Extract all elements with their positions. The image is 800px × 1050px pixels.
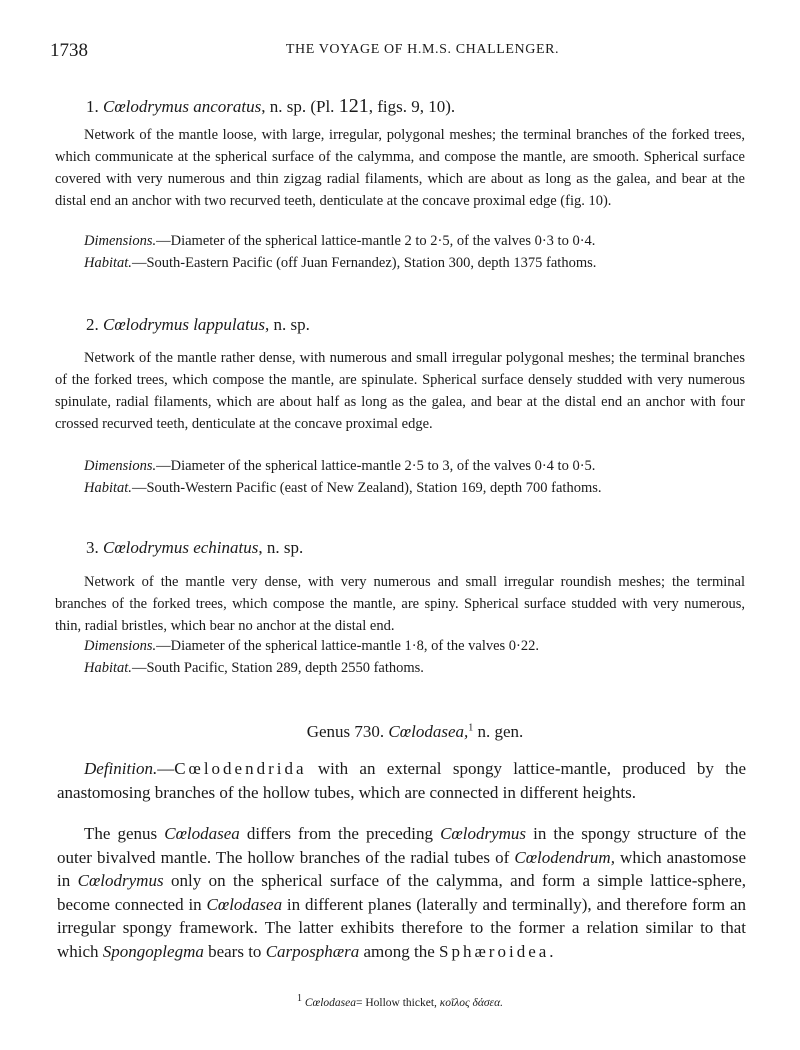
species-number: 2.	[86, 315, 99, 334]
text-run: which anastomose in	[57, 847, 747, 890]
group-name-spaced: Sphæroidea	[439, 941, 550, 961]
text-run: in different planes (laterally and terminally), and therefore form an irregular spongy framework. The latter exhibits therefore to the former a relation similar to that which	[57, 894, 746, 961]
text-run: differs from the preceding	[239, 824, 441, 843]
genus-name-italic: Cœlodasea	[164, 824, 240, 843]
definition-label: Definition.	[84, 759, 158, 778]
discussion-paragraph	[57, 822, 746, 963]
footnote-greek: κοῖλος δάσεα.	[439, 996, 503, 1009]
figure-reference: , figs. 9, 10).	[368, 97, 456, 116]
genus-name-italic: Cœlodasea	[206, 894, 283, 914]
dimensions-2	[84, 458, 595, 475]
dimensions-text: —Diameter of the spherical lattice-mantle 2·5 to 3, of the valves 0·4 to 0·5.	[156, 458, 596, 474]
species-suffix: , n. sp.	[265, 315, 310, 334]
dimensions-label: Dimensions.	[84, 458, 157, 474]
species-heading-1	[86, 95, 455, 118]
habitat-3	[84, 660, 424, 677]
habitat-text: —South-Eastern Pacific (off Juan Fernandez), Station 300, depth 1375 fathoms.	[131, 255, 597, 271]
species-heading-3	[86, 538, 303, 558]
page-header	[50, 40, 755, 64]
text-run: only on the spherical surface of the calymma, and form a simple lattice-sphere, become connected in	[57, 871, 746, 914]
genus-name-italic: Cœlodendrum,	[514, 847, 615, 867]
page-number: 1738	[50, 40, 88, 61]
footnote-text: = Hollow thicket,	[355, 996, 437, 1009]
habitat-label: Habitat.	[84, 660, 132, 676]
species-name: Cœlodrymus echinatus	[103, 538, 259, 557]
species-number: 3.	[86, 538, 99, 557]
definition-text: with an external spongy lattice-mantle, produced by the anastomosing branches of the hollow tubes, which are connected in different heights.	[57, 759, 746, 802]
dimensions-label: Dimensions.	[84, 638, 157, 654]
text-run: The genus	[84, 824, 165, 843]
running-title: THE VOYAGE OF H.M.S. CHALLENGER.	[285, 42, 560, 57]
habitat-text: —South Pacific, Station 289, depth 2550 fathoms.	[131, 660, 424, 676]
habitat-2	[84, 480, 602, 497]
genus-name-italic: Spongoplegma	[102, 941, 204, 961]
dimensions-1	[84, 233, 595, 250]
text-run: .	[549, 941, 554, 961]
species-suffix: , n. sp. (Pl.	[261, 97, 335, 116]
definition-paragraph	[57, 757, 746, 804]
species-description-1: Network of the mantle loose, with large, irregular, polygonal meshes; the terminal branches of the forked trees, which communicate at the spherical surface of the calymma, and compose the mantle, are smooth. Spherical surface covered with very numerous and thin zigzag radial filaments, which are about as long as the galea, and bear at the distal end an anchor with two recurved teeth, denticulate at the concave proximal edge (fig. 10).	[55, 127, 745, 209]
genus-name: Cœlodasea,	[388, 722, 469, 741]
footnote-marker: 1	[468, 722, 474, 734]
species-name: Cœlodrymus ancoratus	[103, 97, 262, 116]
habitat-1	[84, 255, 596, 272]
dimensions-text: —Diameter of the spherical lattice-mantle 2 to 2·5, of the valves 0·3 to 0·4.	[156, 233, 596, 249]
habitat-text: —South-Western Pacific (east of New Zealand), Station 169, depth 700 fathoms.	[131, 480, 602, 496]
species-number: 1.	[86, 97, 99, 116]
footnote-term: Cœlodasea	[304, 996, 356, 1009]
genus-prefix: Genus 730.	[306, 722, 385, 741]
habitat-label: Habitat.	[84, 480, 132, 496]
definition-group: Cœlodendrida	[174, 759, 307, 778]
footnote	[0, 993, 800, 1009]
species-heading-2	[86, 315, 310, 335]
text-run: among the	[359, 941, 440, 961]
dimensions-text: —Diameter of the spherical lattice-mantle 1·8, of the valves 0·22.	[156, 638, 540, 654]
genus-name-italic: Cœlodrymus	[440, 824, 527, 843]
species-description-2: Network of the mantle rather dense, with numerous and small irregular polygonal meshes; the terminal branches of the forked trees, which compose the mantle, are spinulate. Spherical surface densely studded with very numerous spinulate, radial filaments, which are about half as long as the galea, and bear at the distal end an anchor with four crossed recurved teeth, denticulate at the concave proximal edge.	[55, 350, 745, 432]
definition-dash: —	[157, 759, 175, 778]
plate-number: 121	[338, 95, 369, 117]
footnote-mark: 1	[296, 993, 302, 1004]
genus-heading	[0, 722, 800, 742]
genus-suffix: n. gen.	[477, 722, 524, 741]
text-run: in the spongy structure of the outer bivalved mantle. The hollow branches of the radial tubes of	[57, 824, 746, 867]
species-description-3: Network of the mantle very dense, with very numerous and small irregular roundish meshes; the terminal branches of the forked trees, which compose the mantle, are spiny. Spherical surface studded with very numerous, thin, radial bristles, which bear no anchor at the distal end.	[55, 574, 745, 634]
genus-name-italic: Cœlodrymus	[77, 871, 164, 890]
habitat-label: Habitat.	[84, 255, 132, 271]
text-run: bears to	[203, 941, 266, 961]
species-suffix: , n. sp.	[258, 538, 304, 557]
species-name: Cœlodrymus lappulatus	[103, 315, 265, 334]
dimensions-label: Dimensions.	[84, 233, 157, 249]
dimensions-3	[84, 638, 539, 655]
genus-name-italic: Carposphæra	[265, 941, 360, 961]
